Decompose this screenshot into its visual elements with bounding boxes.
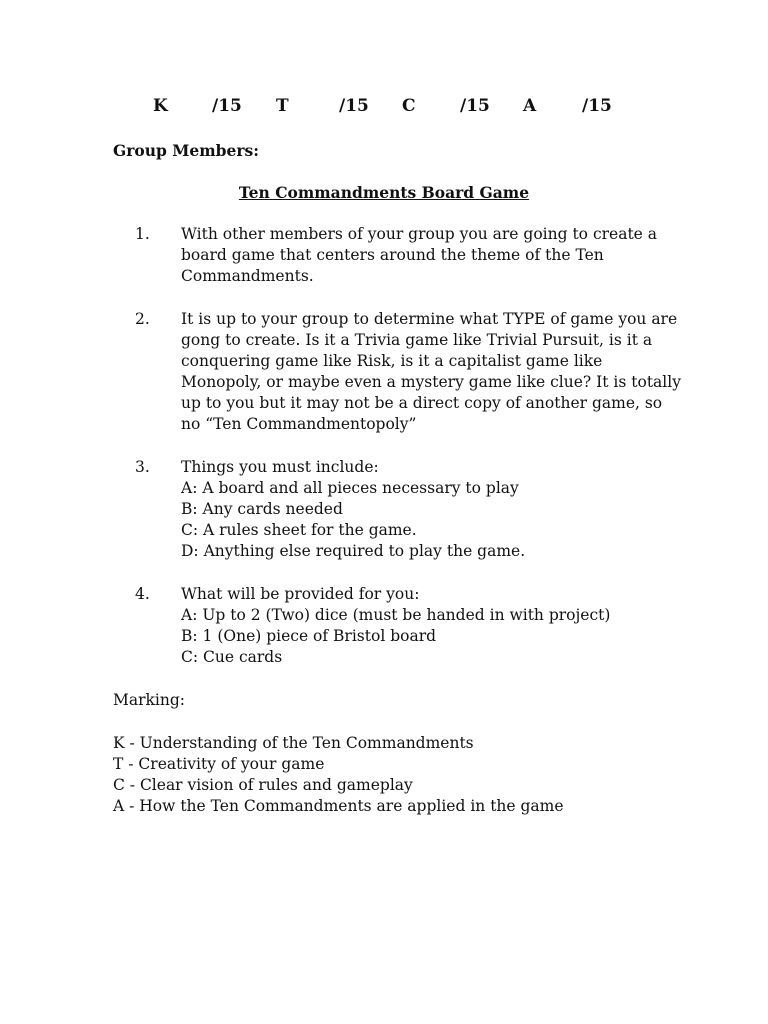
text-line: Monopoly, or maybe even a mystery game like clue? It is totally [181,373,681,391]
text-line: B: Any cards needed [181,500,343,518]
text-line: With other members of your group you are going to create a [181,225,658,243]
score-a-total: /15 [582,96,612,116]
score-c-letter: C [402,96,416,116]
marking-item-c: C - Clear vision of rules and gameplay [113,776,413,794]
text-line: A: A board and all pieces necessary to play [181,479,519,497]
score-header [0,96,768,118]
text-line: Things you must include: [181,458,379,476]
marking-label: Marking: [113,691,185,709]
text-line: gong to create. Is it a Trivia game like Trivial Pursuit, is it a [181,331,653,349]
list-item-number: 1. [135,225,150,243]
list-item-number: 2. [135,310,150,328]
document-title: Ten Commandments Board Game [238,183,530,202]
score-k-total: /15 [212,96,242,116]
text-line: conquering game like Risk, is it a capitalist game like [181,352,603,370]
text-line: B: 1 (One) piece of Bristol board [181,627,437,645]
list-item-number: 3. [135,458,150,476]
score-t-total: /15 [339,96,369,116]
score-c-total: /15 [460,96,490,116]
score-a-letter: A [523,96,537,116]
text-line: no “Ten Commandmentopoly” [181,415,417,433]
text-line: Commandments. [181,267,314,285]
list-item-text [181,457,701,562]
text-line: A: Up to 2 (Two) dice (must be handed in with project) [181,606,611,624]
marking-item-a: A - How the Ten Commandments are applied in the game [113,797,564,815]
marking-item-k: K - Understanding of the Ten Commandments [113,734,474,752]
marking-item-t: T - Creativity of your game [113,755,325,773]
list-item-text [181,224,701,287]
text-line: What will be provided for you: [181,585,420,603]
list-item-text [181,309,701,435]
text-line: C: Cue cards [181,648,283,666]
list-item-text [181,584,701,668]
group-members-label: Group Members: [113,141,259,160]
list-item-number: 4. [135,585,150,603]
score-k-letter: K [153,96,168,116]
text-line: It is up to your group to determine what TYPE of game you are [181,310,678,328]
text-line: D: Anything else required to play the game. [181,542,526,560]
marking-list [113,733,564,817]
text-line: board game that centers around the theme of the Ten [181,246,604,264]
score-t-letter: T [276,96,289,116]
text-line: up to you but it may not be a direct copy of another game, so [181,394,663,412]
text-line: C: A rules sheet for the game. [181,521,417,539]
